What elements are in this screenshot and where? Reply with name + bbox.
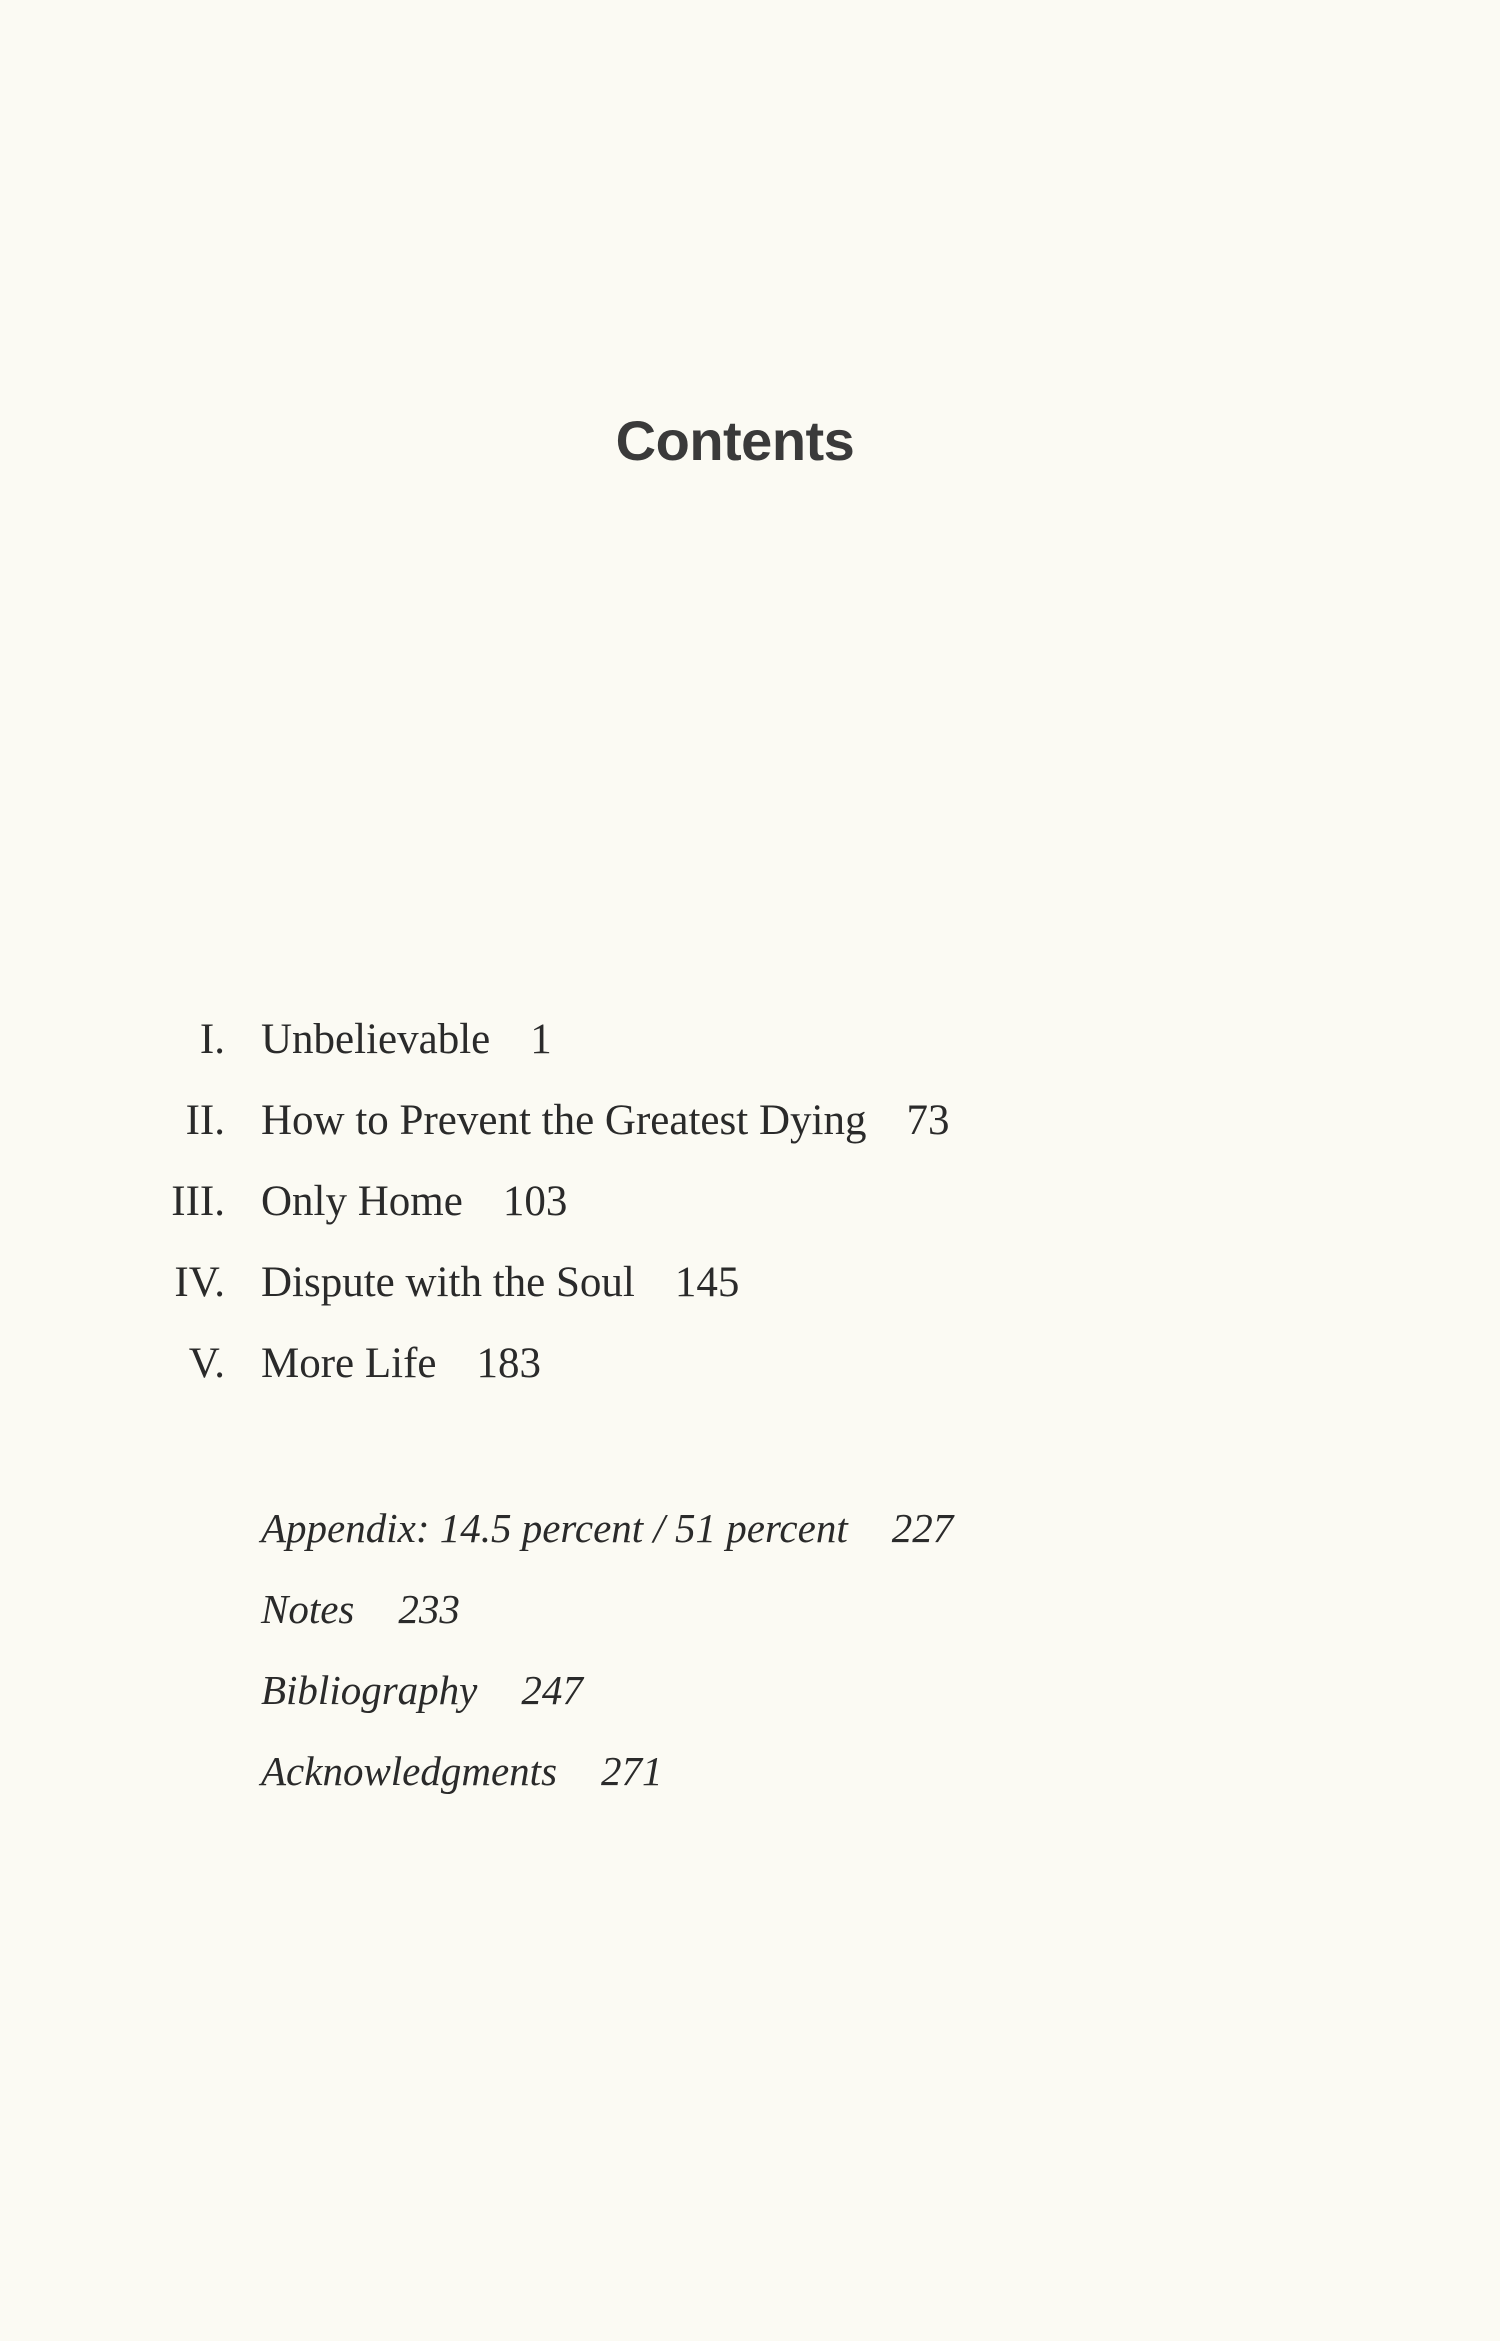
chapter-title: How to Prevent the Greatest Dying [261, 1097, 867, 1144]
chapter-title: Dispute with the Soul [261, 1259, 635, 1306]
back-matter-title: Acknowledgments [261, 1748, 558, 1794]
back-matter-page-number: 271 [601, 1748, 663, 1794]
back-matter-entry[interactable] [261, 1579, 1461, 1660]
chapter-number: V. [188, 1340, 225, 1387]
chapter-entry[interactable] [0, 1172, 1500, 1253]
back-matter-entry[interactable] [261, 1741, 1461, 1822]
chapter-entry[interactable] [0, 1334, 1500, 1415]
back-matter-title: Notes [261, 1586, 355, 1632]
back-matter-entry[interactable] [261, 1498, 1461, 1579]
chapter-entry[interactable] [0, 1091, 1500, 1172]
back-matter-page-number: 227 [891, 1505, 954, 1551]
chapter-page-number: 1 [530, 1016, 552, 1063]
chapter-entry[interactable] [0, 1253, 1500, 1334]
chapter-page-number: 103 [502, 1178, 568, 1225]
page-title: Contents [615, 409, 855, 472]
back-matter-page-number: 233 [398, 1586, 460, 1632]
back-matter-title: Appendix: 14.5 percent / 51 percent [261, 1505, 848, 1551]
chapter-number: I. [199, 1016, 225, 1063]
chapter-title: More Life [261, 1340, 437, 1387]
chapter-entry[interactable] [0, 1010, 1500, 1091]
back-matter-title: Bibliography [261, 1667, 478, 1713]
chapter-number: IV. [174, 1259, 225, 1306]
back-matter-list [261, 1498, 1461, 1822]
chapter-title: Only Home [261, 1178, 463, 1225]
chapter-list [0, 1010, 1500, 1415]
back-matter-entry[interactable] [261, 1660, 1461, 1741]
chapter-number: III. [171, 1178, 225, 1225]
back-matter-page-number: 247 [521, 1667, 583, 1713]
chapter-number: II. [185, 1097, 225, 1144]
chapter-page-number: 145 [674, 1259, 740, 1306]
chapter-page-number: 183 [476, 1340, 542, 1387]
chapter-title: Unbelievable [261, 1016, 491, 1063]
chapter-page-number: 73 [906, 1097, 950, 1144]
